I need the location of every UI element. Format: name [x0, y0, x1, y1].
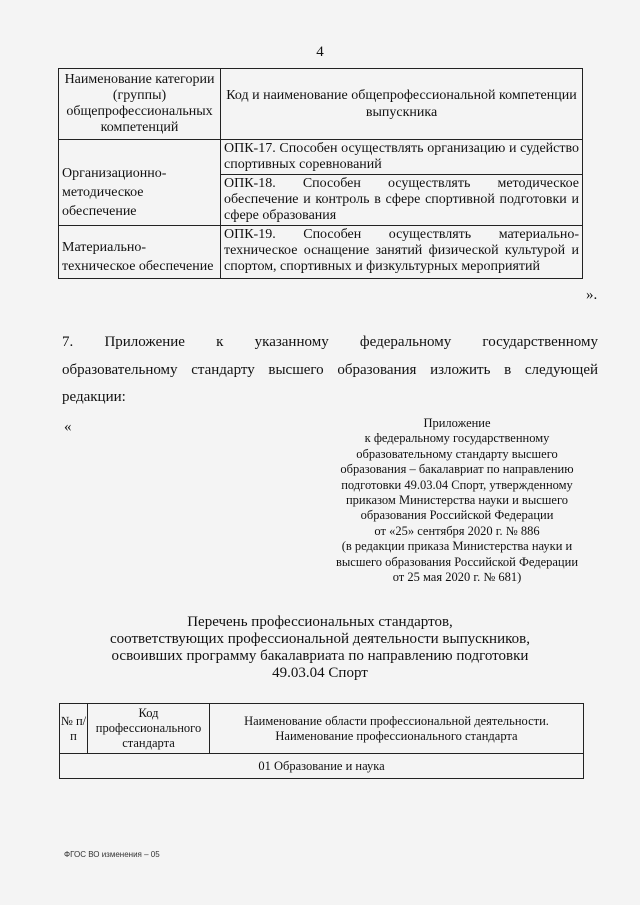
paragraph-line-3: редакции: — [62, 389, 126, 405]
footer-note: ФГОС ВО изменения – 05 — [64, 850, 160, 859]
header-standard-name: Наименование области профессиональной деятельности. Наименование профессионального стандарта — [210, 704, 584, 754]
appendix-line: образования – бакалавриат по направлению — [340, 462, 574, 477]
paragraph-line-2: образовательному стандарту высшего образования изложить в следующей — [62, 362, 598, 378]
category-material: Материально-техническое обеспечение — [59, 226, 221, 279]
appendix-line: образования Российской Федерации — [360, 508, 554, 523]
competency-table — [58, 68, 583, 279]
closing-quote: ». — [586, 287, 598, 303]
appendix-line: (в редакции приказа Министерства науки и — [341, 539, 573, 554]
header-category: Наименование категории (группы) общепрофессиональных компетенций — [59, 69, 221, 140]
competency-opk19: ОПК-19. Способен осуществлять материально-техническое оснащение занятий физической культурой и спортом, спортивных и физкультурных мероприятий — [221, 226, 583, 279]
table-row — [60, 754, 584, 779]
appendix-line: подготовки 49.03.04 Спорт, утвержденному — [341, 477, 573, 492]
appendix-line: образовательному стандарту высшего — [356, 446, 558, 461]
list-heading — [40, 614, 600, 682]
appendix-line: высшего образования Российской Федерации — [335, 554, 579, 569]
section-education-science: 01 Образование и наука — [60, 754, 584, 779]
appendix-line: к федеральному государственному — [364, 431, 550, 446]
appendix-line: приказом Министерства науки и высшего — [345, 493, 569, 508]
header-code: Код и наименование общепрофессиональной компетенции выпускника — [221, 69, 583, 140]
table-header-row — [59, 69, 583, 140]
heading-line: 49.03.04 Спорт — [272, 665, 368, 681]
competency-opk17: ОПК-17. Способен осуществлять организацию и судейство спортивных соревнований — [221, 140, 583, 175]
appendix-line: от 25 мая 2020 г. № 681) — [392, 570, 522, 585]
category-organizational: Организационно-методическое обеспечение — [59, 140, 221, 226]
paragraph-line-1: 7. Приложение к указанному федеральному государственному — [62, 334, 598, 350]
header-number: № п/п — [60, 704, 88, 754]
appendix-block — [322, 416, 592, 585]
heading-line: соответствующих профессиональной деятельности выпускников, — [110, 631, 530, 647]
appendix-line: от «25» сентября 2020 г. № 886 — [374, 523, 540, 538]
standards-table — [59, 703, 584, 779]
table-header-row — [60, 704, 584, 754]
page-number: 4 — [316, 44, 324, 60]
header-standard-code: Код профессионального стандарта — [88, 704, 210, 754]
table-row — [59, 226, 583, 279]
table-row — [59, 140, 583, 175]
appendix-line: Приложение — [423, 416, 491, 430]
heading-line: Перечень профессиональных стандартов, — [187, 614, 453, 630]
opening-quote: « — [64, 419, 72, 435]
heading-line: освоивших программу бакалавриата по направлению подготовки — [111, 648, 529, 664]
competency-opk18: ОПК-18. Способен осуществлять методическое обеспечение и контроль в сфере спортивной подготовки и сфере образования — [221, 175, 583, 226]
